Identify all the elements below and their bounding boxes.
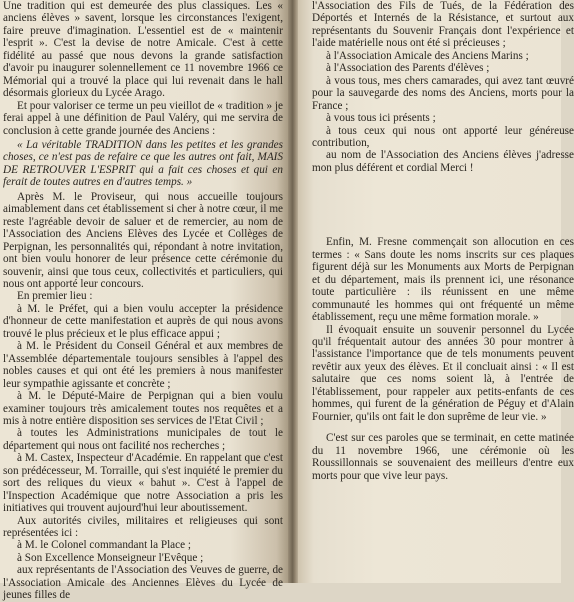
right-paragraph-7: au nom de l'Association des Anciens élèves j'adresse mon plus déférent et cordial Merci ! xyxy=(312,149,574,174)
left-paragraph-11: Aux autorités civiles, militaires et religieuses qui sont représentées ici : xyxy=(3,514,283,540)
left-paragraph-8: à M. le Député-Maire de Perpignan qui a bien voulu examiner toujours très amicalement toutes nos requêtes et a mis à notre entière disposition ses services de l'Etat Civil ; xyxy=(3,390,283,427)
left-paragraph-3-quote: « La véritable TRADITION dans les petites et les grandes choses, ce n'est pas de refaire ce que les autres ont fait, MAIS DE RETROUVER L'ESPRIT qui a fait ces choses et qui en ferait de toutes autres en d'autres temps. » xyxy=(3,138,283,189)
right-page xyxy=(298,0,574,583)
right-page-text-column xyxy=(312,0,574,482)
left-page-text-column xyxy=(3,0,283,602)
left-paragraph-4: Après M. le Proviseur, qui nous accueille toujours aimablement dans cet établissement si cher à notre cœur, il me reste l'agréable devoir de saluer et de remercier, au nom de l'Association des Anciens Elèves des Lycée et Collèges de Perpignan, les personnalités qui, répondant à notre invitation, ont bien voulu honorer de leur présence cette cérémonie du souvenir, ainsi que tous ceux, collectivités et particuliers, qui nous ont apporté leur concours. xyxy=(3,190,283,290)
left-paragraph-6: à M. le Préfet, qui a bien voulu accepter la présidence d'honneur de cette manifestation et auprès de qui nous avons trouvé le plus précieux et le plus efficace appui ; xyxy=(3,302,283,340)
right-paragraph-4: à vous tous, mes chers camarades, qui avez tant œuvré pour la sauvegarde des noms des Anciens, morts pour la France ; xyxy=(312,74,574,112)
right-paragraph-10: C'est sur ces paroles que se terminait, en cette matinée du 11 novembre 1966, une cérémonie où les Roussillonnais se souvenaient des meilleurs d'entre eux morts pour que vive leur pays. xyxy=(312,432,574,482)
left-paragraph-2: Et pour valoriser ce terme un peu vieillot de « tradition » je ferai appel à une définition de Paul Valéry, qui me servira de conclusion à cette grande journée des Anciens : xyxy=(3,99,283,137)
left-paragraph-1: Une tradition qui est demeurée des plus classiques. Les « anciens élèves » savent, lorsque les circonstances l'exigent, faire preuve d'imagination. L'essentiel est de « maintenir l'esprit ». C'est la devise de notre Amicale. C'est à cette fidélité au passé que nous devons la grande satisfaction d'avoir pu inaugurer solennellement ce 11 novembre 1966 ce Mémorial qui a trouvé la place qui lui revenait dans le hall désormais glorieux du Lycée Arago. xyxy=(3,0,283,100)
left-paragraph-7: à M. le Président du Conseil Général et aux membres de l'Assemblée départementale toujours sensibles à l'appel des nobles causes et qui ont été les premiers à nous manifester leur sympathie agissante et concrète ; xyxy=(3,340,283,390)
left-paragraph-5: En premier lieu : xyxy=(17,290,93,303)
right-paragraph-2: à l'Association Amicale des Anciens Marins ; xyxy=(326,49,529,62)
right-paragraph-3: à l'Association des Parents d'élèves ; xyxy=(326,62,490,75)
book-gutter xyxy=(288,0,298,583)
right-paragraph-8: Enfin, M. Fresne commençait son allocution en ces termes : « Sans doute les noms inscrits sur ces plaques figurent déjà sur les Monuments aux Morts de Perpignan et du département, mais ils prennent ici, une résonance toute particulière : ils réunissent en une même communauté les hommes qui ont fréquenté un même établissement, reçu une même formation morale. » xyxy=(312,236,574,324)
right-paragraph-9: Il évoquait ensuite un souvenir personnel du Lycée qu'il fréquentait autour des années 30 pour montrer à l'assistance l'importance que de tels monuments peuvent revêtir aux yeux des élèves. Et il concluait ainsi : « Il est salutaire que ces noms soient là, à l'entrée de l'établissement, pour rappeler aux petits-enfants de ces hommes, qui furent de la génération de Péguy et d'Alain Fournier, qu'ils ont fait le don suprême de leur vie. » xyxy=(312,323,574,423)
right-paragraph-6: à tous ceux qui nous ont apporté leur généreuse contribution, xyxy=(312,124,574,149)
left-paragraph-14: aux représentants de l'Association des Veuves de guerre, de l'Association Amicale des Anciennes Elèves du Lycée de jeunes filles de xyxy=(3,564,283,602)
left-paragraph-12: à M. le Colonel commandant la Place ; xyxy=(17,539,191,552)
left-paragraph-13: à Son Excellence Monseigneur l'Evêque ; xyxy=(17,551,204,564)
right-paragraph-1: l'Association des Fils de Tués, de la Fédération des Déportés et Internés de la Résistance, et surtout aux représentants du Souvenir Français dont l'expérience et l'aide matérielle nous ont été si précieuses ; xyxy=(312,0,574,50)
right-paragraph-5: à vous tous ici présents ; xyxy=(326,112,436,125)
left-paragraph-10: à M. Castex, Inspecteur d'Académie. En rappelant que c'est son prédécesseur, M. Torraille, qui s'est inquiété le premier du sort des reliques du vieux « bahut ». C'est à l'appel de l'Inspection Académique que notre Association a pris les initiatives qui trouvent aujourd'hui leur aboutissement. xyxy=(3,452,283,515)
left-paragraph-9: à toutes les Administrations municipales de tout le département qui nous ont facilité nos recherches ; xyxy=(3,427,283,452)
